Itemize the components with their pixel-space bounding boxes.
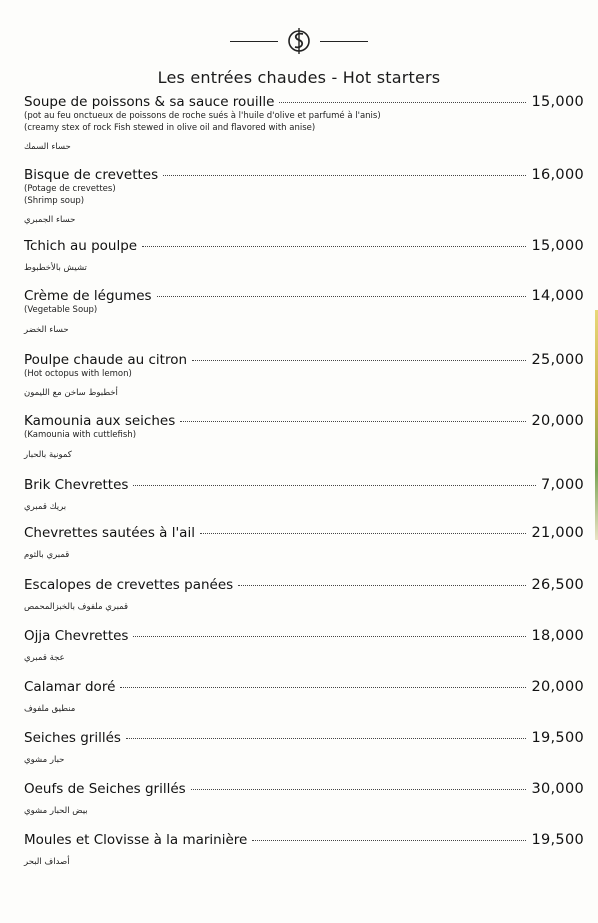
menu-item <box>24 525 584 561</box>
dot-leader <box>133 485 536 486</box>
dot-leader <box>252 840 526 841</box>
stylized-s-monogram-icon <box>286 26 312 56</box>
dot-leader <box>200 533 527 534</box>
item-price: 20,000 <box>531 413 584 429</box>
item-name: Ojja Chevrettes <box>24 627 129 644</box>
item-name: Brik Chevrettes <box>24 476 129 493</box>
item-description: (Hot octopus with lemon) <box>24 368 132 379</box>
dot-leader <box>191 789 527 790</box>
divider-line-left <box>230 41 278 42</box>
item-description: (Vegetable Soup) <box>24 305 98 315</box>
item-name: Kamounia aux seiches <box>24 413 176 429</box>
menu-item <box>24 628 584 664</box>
dot-leader <box>157 296 527 297</box>
item-price: 25,000 <box>531 351 584 368</box>
item-price: 14,000 <box>531 288 584 304</box>
divider-line-right <box>320 41 368 42</box>
item-arabic-name: بيض الحبار مشوي <box>24 805 88 816</box>
item-price: 18,000 <box>531 627 584 644</box>
dot-leader <box>142 246 526 247</box>
menu-item <box>24 679 584 715</box>
item-arabic-name: تشيش بالأخطبوط <box>24 263 87 273</box>
item-name: Moules et Clovisse à la marinière <box>24 831 248 848</box>
logo-divider <box>0 26 598 56</box>
item-description: (creamy stex of rock Fish stewed in olive oil and flavored with anise) <box>24 122 316 133</box>
menu-item <box>24 352 584 400</box>
item-description: (Potage de crevettes) <box>24 184 116 194</box>
item-arabic-name: حبار مشوي <box>24 754 65 765</box>
item-arabic-name: حساء السمك <box>24 142 71 152</box>
item-name: Soupe de poissons & sa sauce rouille <box>24 94 275 110</box>
item-name: Chevrettes sautées à l'ail <box>24 524 195 541</box>
item-arabic-name: بريك قمبري <box>24 501 67 512</box>
dot-leader <box>163 175 526 176</box>
item-arabic-name: أصداف البحر <box>24 856 70 867</box>
item-description: (Shrimp soup) <box>24 195 85 206</box>
item-name: Poulpe chaude au citron <box>24 351 188 368</box>
item-price: 30,000 <box>531 780 584 797</box>
menu-item <box>24 730 584 766</box>
item-arabic-name: كمونية بالحبار <box>24 449 72 460</box>
menu-item <box>24 167 584 226</box>
item-name: Crème de légumes <box>24 288 152 304</box>
item-price: 26,500 <box>531 576 584 593</box>
menu-item <box>24 288 584 336</box>
menu-item <box>24 413 584 461</box>
item-arabic-name: منطيق ملفوف <box>24 703 76 714</box>
dot-leader <box>238 585 526 586</box>
item-arabic-name: قمبري بالثوم <box>24 549 70 560</box>
item-arabic-name: حساء الجمبري <box>24 215 76 225</box>
item-price: 7,000 <box>540 476 584 493</box>
menu-item <box>24 477 584 513</box>
item-name: Calamar doré <box>24 678 116 695</box>
menu-item <box>24 238 584 274</box>
item-arabic-name: عجة قمبري <box>24 652 65 663</box>
menu-item <box>24 577 584 613</box>
item-name: Oeufs de Seiches grillés <box>24 780 186 797</box>
menu-item <box>24 94 584 153</box>
item-arabic-name: قمبري ملفوف بالخبزالمحمص <box>24 601 129 612</box>
item-arabic-name: أخطبوط ساخن مع الليمون <box>24 388 118 398</box>
menu-item <box>24 832 584 868</box>
dot-leader <box>133 636 526 637</box>
item-name: Escalopes de crevettes panées <box>24 576 234 593</box>
item-price: 16,000 <box>531 167 584 183</box>
item-description: (pot au feu onctueux de poissons de roche sués à l'huile d'olive et parfumé à l'anis) <box>24 111 381 121</box>
item-price: 19,500 <box>531 729 584 746</box>
item-price: 20,000 <box>531 678 584 695</box>
dot-leader <box>120 687 526 688</box>
item-description: (Kamounia with cuttlefish) <box>24 430 137 440</box>
item-arabic-name: حساء الخضر <box>24 324 69 335</box>
item-price: 15,000 <box>531 238 584 254</box>
item-name: Seiches grillés <box>24 729 121 746</box>
item-price: 15,000 <box>531 94 584 110</box>
section-title: Les entrées chaudes - Hot starters <box>157 68 441 87</box>
dot-leader <box>180 421 526 422</box>
dot-leader <box>126 738 527 739</box>
menu-item <box>24 781 584 817</box>
item-price: 19,500 <box>531 831 584 848</box>
item-name: Tchich au poulpe <box>24 238 138 254</box>
dot-leader <box>192 360 526 361</box>
dot-leader <box>279 102 526 103</box>
item-name: Bisque de crevettes <box>24 167 159 183</box>
menu-list <box>24 94 584 868</box>
item-price: 21,000 <box>531 524 584 541</box>
